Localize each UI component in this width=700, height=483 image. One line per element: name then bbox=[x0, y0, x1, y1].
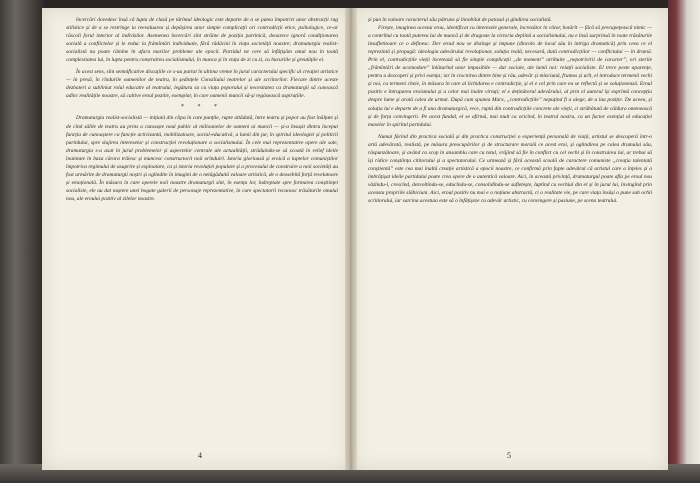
left-paragraph-1: încercări dovedesc însă că lupta de clasă pe tărîmul ideologic este departe de a se putea împotrivi unor abstracții rag stilistice și de a se restrînge la reevaluarea și depășirea unor simple complicații ori contradicții etice, psihologice, ce-ar răscoli forul interior al indivizilor. Asemenea încercări sînt străine de poziția partinică, deoarece ignoră condiționarea socială a conflictelor și le reduc la frămîntări individuale, fără rădăcini în viața societății noastre; dramaturgia realist-socialistă nu poate rămîne în afara marilor probleme ale epocii. Partidul ne cere să înfățișăm omul nou în toată complexitatea lui, în lupta pentru construirea socialismului, în munca și în viața de zi cu zi, cu bucuriile și greutățile ei. bbox=[66, 17, 338, 64]
page-number-left: 4 bbox=[198, 451, 202, 460]
left-paragraph-2: În acest sens, sînt semnificative discuțiile ce s-au purtat în ultima vreme în jurul caracterului specific al creației artistice — în presă, în rîndurile oamenilor de teatru, în ședințele Consiliului teatrelor și ale scriitorilor. Fiecare dintre aceste dezbateri a subliniat rolul educativ al teatrului, legătura sa cu viața poporului și necesitatea ca dramaturgii să cunoască adînc realitățile noastre, să cultive eroul pozitiv, exemplar, în care oamenii muncii să-și regăsească aspirațiile. bbox=[66, 69, 338, 100]
left-paragraph-3: Dramaturgia realist-socialistă — inițiată din clipa în care punțile, rupte altădată, între teatru și popor au fost înălțate și de cînd sălile de teatru au prins a cunoaște noul public al milioanelor de oameni ai muncii — și-a însușit dintru început funcția de cunoaștere ca funcție activizantă, mobilizatoare, social-educativă, a lumii din jur, în spiritul ideologiei și politicii partidului, spre slujirea intereselor și construcției revoluționare a socialismului. În cele mai reprezentative opere ale sale, dramaturgia s-a axat în jurul problemelor și aspectelor centrale ale actualității, străduindu-se să scoată în relief ideile înaintate în baza cărora trăiesc și muncesc constructorii noii orînduiri. Istoria glorioasă și eroică a luptelor comuniștilor împotriva regimului de asuprire și exploatare, ca și istoria revoluției populare și a procesului de construire a noii societăți au fost urmărite de dramaturgii noștri și oglindite în imagini de o netăgăduită valoare artistică, de o deosebită forță revelatoare și emoțională. În măsura în care operele noii noastre dramaturgii sînt, în esența lor, îndreptate spre formarea conștiinței socialiste, ele au dat naștere unei bogate galerii de personaje reprezentative, în care spectatorii recunosc trăsăturile omului nou, ale eroului pozitiv al zilelor noastre. bbox=[66, 115, 338, 202]
book-cover-left-edge bbox=[0, 0, 44, 483]
right-paragraph-3: Numai făcînd din practica socială și din practica construcției o experiență personală de viață, artistul se descoperă într-o artă adevărată, realistă, pe măsura preocupărilor și de structurare morală ce acest eroi, și oglindirea pe calea drumului său, răspunzătoare, și având ca scop în ansamblu care cu totul, vrăjind să fie în conflict cu cel vechi și în construirea lui, ar trebui să își ridice conștiința cititorului și a spectatorului. Ce urmează și fără această scoală de caractere comuniste „creația talentată conștientă” este cea mai înaltă creație artistică a epocii noastre, ce confirmă prin fapte adevărul că artistul care a înțeles și a îmbrățișat ideile partidului poate crea opere de o autentică valoare. Aici, în această privință, dramaturgul poate afla pe eroul nou văzîndu-l, crescînd, dezvoltîndu-se, educîndu-se, consolidîndu-se sufletește, luptînd cu vechiul din el și în jurul lui, învingînd prin aceasta propriile slăbiciuni. Aici, eroul pozitiv nu mai e o noțiune abstractă, ci o realitate vie, pe care viața însăși o pune sub ochii scriitorului, iar sarcina acestuia este să o înfățișeze cu adevăr artistic, cu convingere și pasiune, pe scena teatrului. bbox=[368, 133, 652, 205]
section-separator: * * * bbox=[181, 104, 223, 111]
right-paragraph-2: Firește, imaginea acestui erou, identificat cu interesele generale, încrezător în viitor, hotărît — fără să precupețească nimic — a contribui cu toată puterea lui de muncă și de dragoste la victoria deplină a socialismului, nu e însă surprinsă în toate trăsăturile însufletitoare ce o definesc. Der eroul nou se distinge și impune (dincolo de locul său în intriga dramatică) prin ceea ce el reprezintă și propagă: ideologia adevărului revoluționar, soluția reală, necesară, dată contradicțiilor — conflictului — în dramă. Prin el, contradicțiile vieții încetează să fie simple complicații „de moment” atribuite „nepotrivirii de caracter”, ori sterile „frămîntări de acomodare” înlăturînd unor impasibile — dar sociale, ale lumii noi: relații socialiste. El trece peste aparențe, pentru a descoperi și privi esența; iar în ciocnirea dintre bine și rău, adevăr și minciună, frumos și urît, el introduce termenii vechi și noi, ca termeni cheie, în măsura în care al lichidarea e contradicție, și el e cel prin care ea se reflectă și se soluționează. Eroul pozitiv e întruparea eroismului și a celor mai înalte virtuți; el e deținătorul adevărului, al prin el autorul își exprimă concepția despre lume și arată calea de urmat. După cum spunea Marx, „contradicțiile” nepuțind fi a alege, de a lua poziție. De aceea, și soluția lui e departe de a fi una dramaturgică, rece, ruptă din contradicțiile concrete ale vieții, ci străbătută de căldura omenească și de forța convingerii. Pe acest fundal, el se afirmă, mai mult ca oricînd, în teatrul nostru, ca un factor esențial al educației maselor în spiritul partidului. bbox=[368, 25, 652, 128]
page-number-right: 5 bbox=[507, 451, 511, 460]
right-paragraph-1: și pun în valoare caracterul său pătruns și înnobilat de patosul și gîndirea socialistă. bbox=[368, 17, 552, 23]
book-cover-right-edge bbox=[668, 0, 700, 483]
left-page-text bbox=[66, 16, 338, 456]
right-page-text bbox=[368, 16, 652, 456]
book-gutter bbox=[345, 8, 357, 470]
